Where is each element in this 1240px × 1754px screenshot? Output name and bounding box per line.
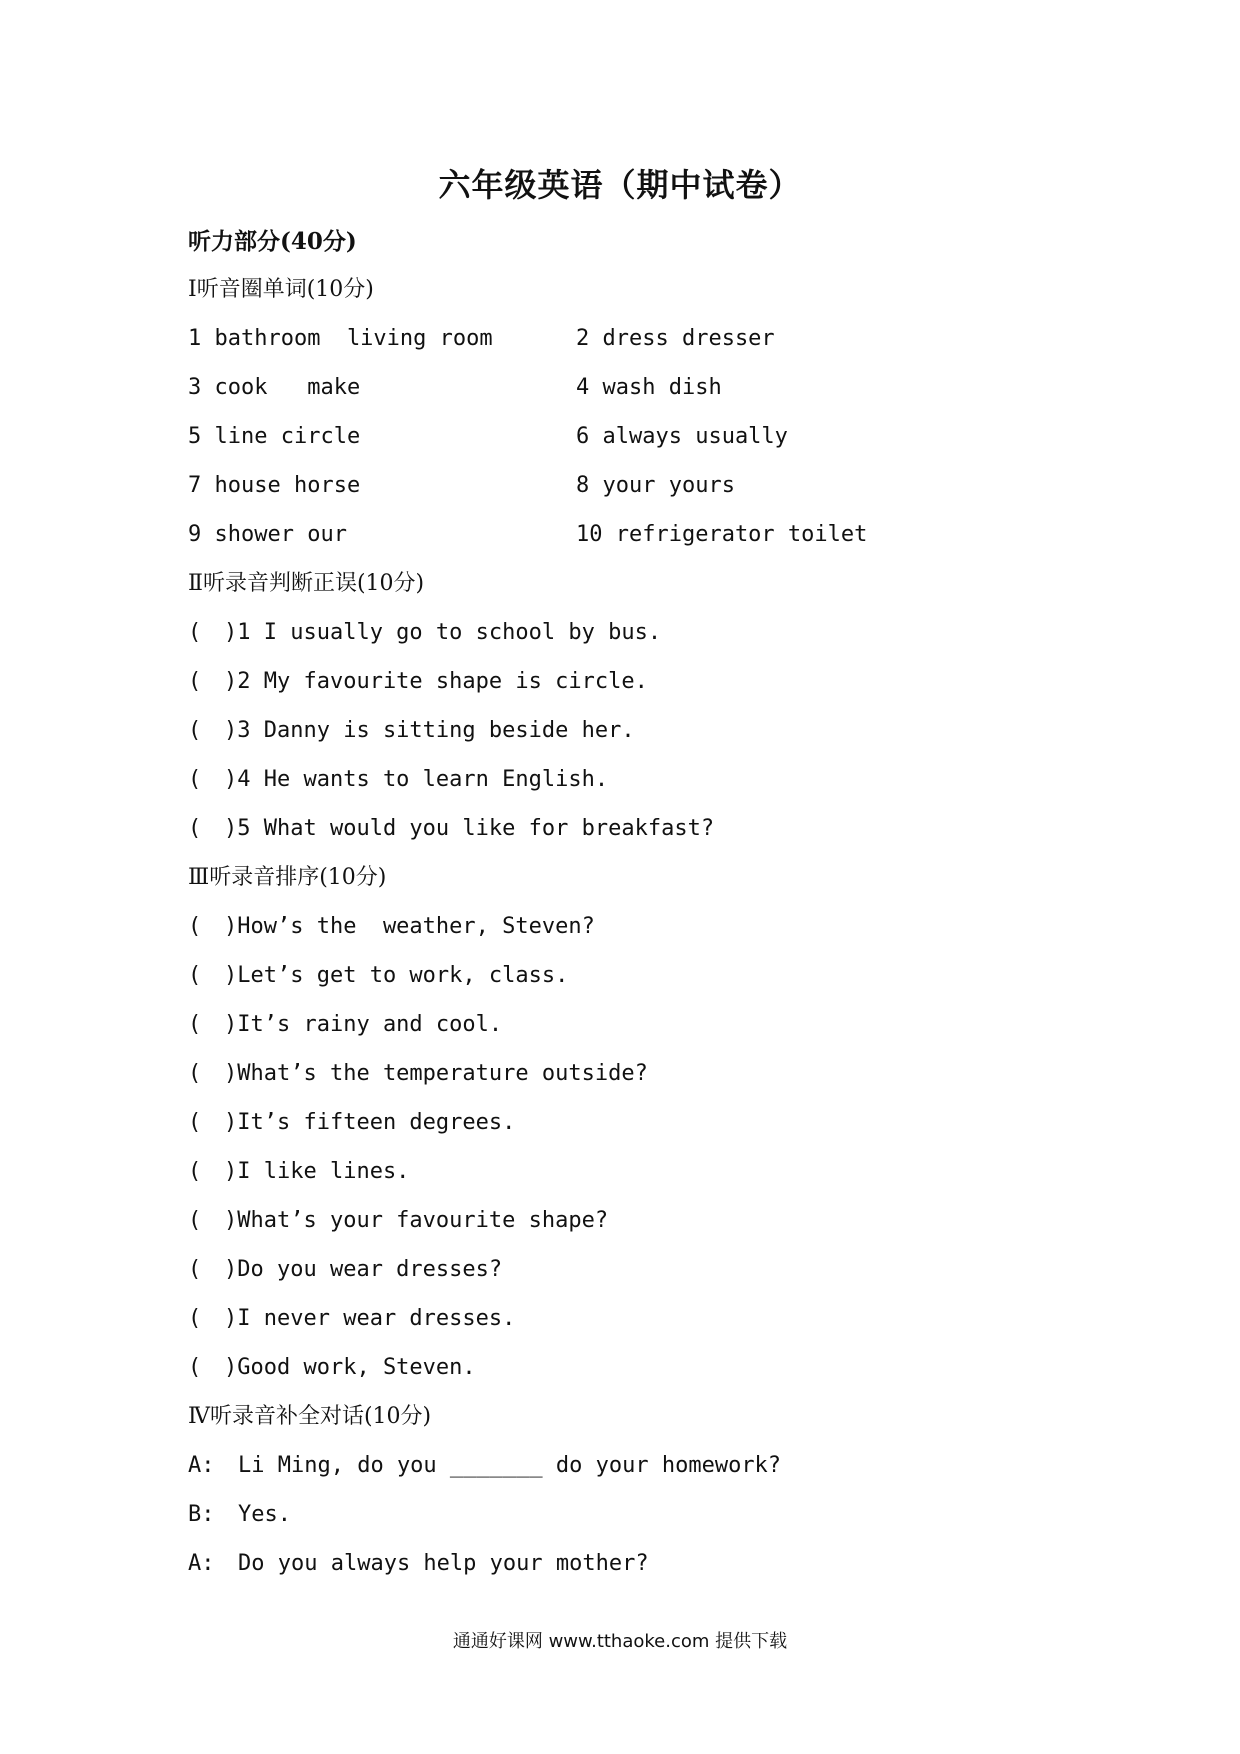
item-text: )1 I usually go to school by bus.	[224, 620, 662, 645]
answer-bracket: (	[188, 1061, 202, 1086]
ordering-item	[188, 1196, 1088, 1245]
ordering-item	[188, 1343, 1088, 1392]
answer-bracket: (	[188, 1159, 202, 1184]
word-pair-right: 10 refrigerator toilet	[576, 522, 868, 547]
word-pair-row	[188, 461, 1088, 510]
word-pair-left: 1 bathroom living room	[188, 326, 493, 351]
answer-bracket: (	[188, 1355, 202, 1380]
ordering-item	[188, 1147, 1088, 1196]
word-pair-right: 2 dress dresser	[576, 326, 775, 351]
item-text: )I like lines.	[224, 1159, 410, 1184]
dialog-line	[188, 1441, 1088, 1490]
ordering-item	[188, 1000, 1088, 1049]
word-pair-row	[188, 510, 1088, 559]
true-false-item	[188, 608, 1088, 657]
ordering-item	[188, 951, 1088, 1000]
answer-bracket: (	[188, 1208, 202, 1233]
download-footer: 通通好课网 www.tthaoke.com 提供下载	[452, 1631, 788, 1652]
word-pair-row	[188, 412, 1088, 461]
word-pair-row	[188, 314, 1088, 363]
true-false-item	[188, 706, 1088, 755]
item-text: )5 What would you like for breakfast?	[224, 816, 715, 841]
word-pair-right: 8 your yours	[576, 473, 735, 498]
listening-part-title: 听力部分(40分)	[188, 228, 357, 255]
item-text: )2 My favourite shape is circle.	[224, 669, 648, 694]
dialog-text: Do you always help your mother?	[238, 1551, 649, 1576]
ordering-item	[188, 1098, 1088, 1147]
answer-bracket: (	[188, 620, 202, 645]
speaker-label: B:	[188, 1502, 215, 1527]
dialog-text: Li Ming, do you _______ do your homework?	[238, 1453, 782, 1478]
section-1-heading: Ⅰ听音圈单词(10分)	[188, 277, 374, 302]
speaker-label: A:	[188, 1551, 215, 1576]
item-text: )Let’s get to work, class.	[224, 963, 569, 988]
item-text: )Good work, Steven.	[224, 1355, 476, 1380]
item-text: )It’s fifteen degrees.	[224, 1110, 516, 1135]
answer-bracket: (	[188, 767, 202, 792]
dialog-line	[188, 1490, 1088, 1539]
speaker-label: A:	[188, 1453, 215, 1478]
answer-bracket: (	[188, 1110, 202, 1135]
exam-content	[188, 265, 1088, 1588]
word-pair-left: 5 line circle	[188, 424, 361, 449]
answer-bracket: (	[188, 1306, 202, 1331]
true-false-item	[188, 804, 1088, 853]
word-pair-left: 7 house horse	[188, 473, 361, 498]
ordering-item	[188, 1245, 1088, 1294]
answer-bracket: (	[188, 1257, 202, 1282]
answer-bracket: (	[188, 914, 202, 939]
answer-bracket: (	[188, 816, 202, 841]
item-text: )Do you wear dresses?	[224, 1257, 503, 1282]
word-pair-right: 6 always usually	[576, 424, 788, 449]
exam-title: 六年级英语（期中试卷）	[438, 166, 802, 204]
item-text: )What’s your favourite shape?	[224, 1208, 609, 1233]
true-false-item	[188, 657, 1088, 706]
answer-bracket: (	[188, 963, 202, 988]
answer-bracket: (	[188, 669, 202, 694]
dialog-line	[188, 1539, 1088, 1588]
answer-bracket: (	[188, 718, 202, 743]
item-text: )How’s the weather, Steven?	[224, 914, 595, 939]
item-text: )3 Danny is sitting beside her.	[224, 718, 635, 743]
item-text: )4 He wants to learn English.	[224, 767, 609, 792]
section-4-heading: Ⅳ听录音补全对话(10分)	[188, 1404, 432, 1429]
word-pair-right: 4 wash dish	[576, 375, 722, 400]
answer-bracket: (	[188, 1012, 202, 1037]
ordering-item	[188, 1049, 1088, 1098]
item-text: )What’s the temperature outside?	[224, 1061, 648, 1086]
ordering-item	[188, 902, 1088, 951]
true-false-item	[188, 755, 1088, 804]
word-pair-left: 9 shower our	[188, 522, 347, 547]
item-text: )I never wear dresses.	[224, 1306, 516, 1331]
section-3-heading: Ⅲ听录音排序(10分)	[188, 865, 387, 890]
section-2-heading: Ⅱ听录音判断正误(10分)	[188, 571, 425, 596]
word-pair-left: 3 cook make	[188, 375, 361, 400]
ordering-item	[188, 1294, 1088, 1343]
dialog-text: Yes.	[238, 1502, 291, 1527]
word-pair-row	[188, 363, 1088, 412]
item-text: )It’s rainy and cool.	[224, 1012, 503, 1037]
